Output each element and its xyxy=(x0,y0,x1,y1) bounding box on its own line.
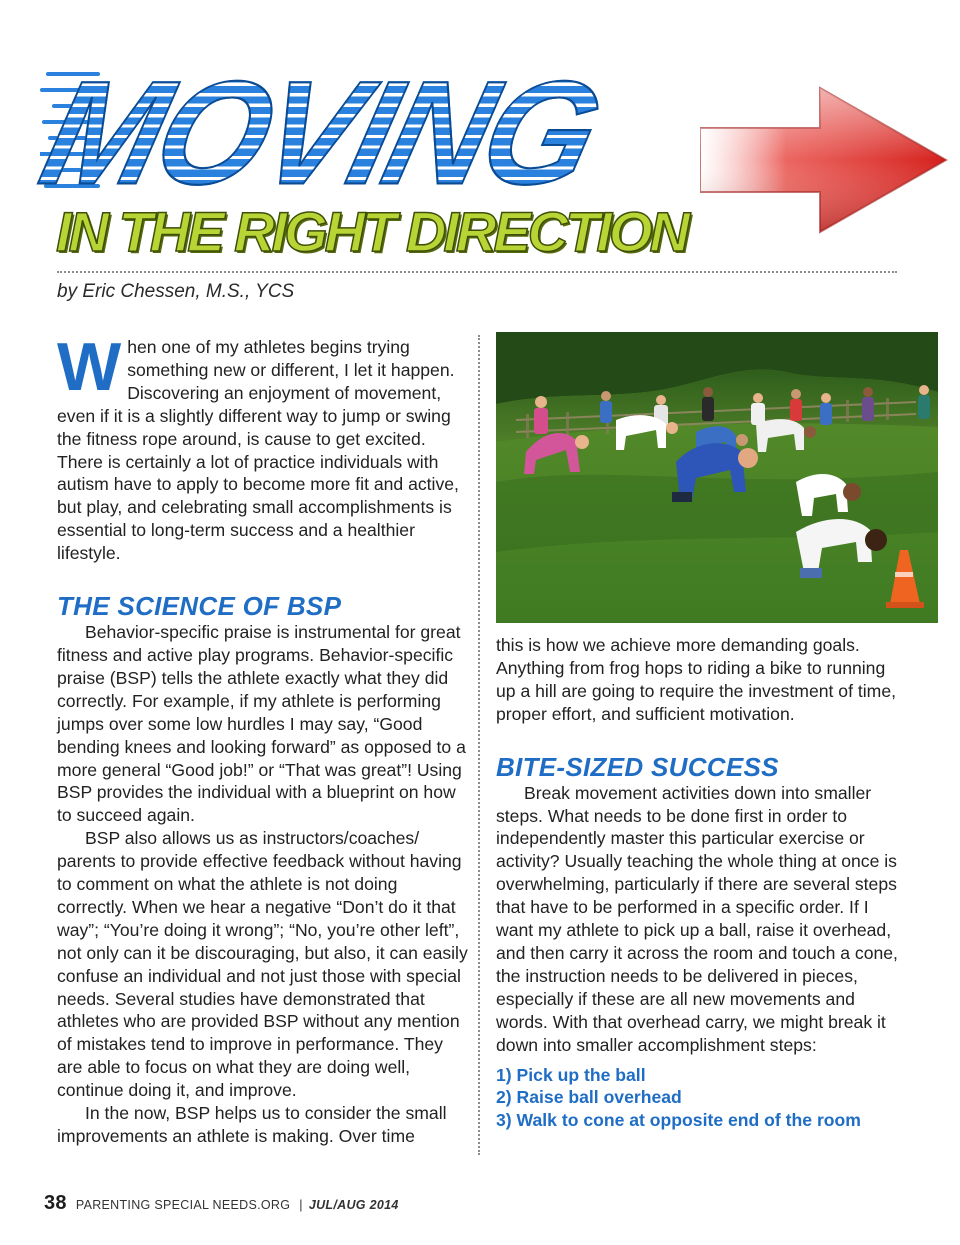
bsp-paragraph-3-continued: this is how we achieve more demanding goals. Anything from frog hops to riding a bike to running up a hill are going to require the investment of time, proper effort, and sufficient motivation. xyxy=(496,635,896,724)
list-item: 1) Pick up the ball xyxy=(496,1064,646,1085)
section-heading-science-of-bsp: THE SCIENCE OF BSP xyxy=(57,591,342,622)
article-subtitle: IN THE RIGHT DIRECTION xyxy=(56,200,687,263)
author-byline: by Eric Chessen, M.S., YCS xyxy=(57,281,295,302)
page-number: 38 xyxy=(44,1192,67,1214)
bsp-paragraph-3: In the now, BSP helps us to consider the small improvements an athlete is making. Over time xyxy=(57,1103,447,1146)
bite-sized-paragraph: Break movement activities down into smaller steps. What needs to be done first in order to independently master this particular exercise or activity? Usually teaching the whole thing at once is overwhelming, particularly if there are several steps that have to be performed in a specific order. If I want my athlete to pick up a ball, raise it overhead, and then carry it across the room and touch a cone, the instruction needs to be delivered in pieces, especially if these are all new movements and words. With that overhead carry, we might break it down into smaller accomplishment steps: xyxy=(496,782,898,1055)
issue-date: JUL/AUG 2014 xyxy=(308,1198,399,1212)
page-footer xyxy=(44,1192,399,1215)
intro-paragraph xyxy=(57,329,472,565)
article-photo xyxy=(496,332,938,623)
bsp-paragraph-1: Behavior-specific praise is instrumental for great fitness and active play programs. Behavior-specific praise (BSP) tells the athlete exactly what they did correctly. For example, if my athlete is performing jumps over some low hurdles I may say, “Good bending knees and looking forward” as opposed to a more general “Good job!” or “That was great”! Using BSP provides the individual with a blueprint on how to succeed again. xyxy=(57,622,466,826)
right-column xyxy=(496,634,906,1132)
red-arrow-icon xyxy=(700,80,950,240)
intro-text: hen one of my athletes begins trying something new or different, I let it happen. Discovering an enjoyment of movement, even if it is a slightly different way to jump or swing the fitness rope around, is cause to get excited. There is certainly a lot of practice individuals with autism have to apply to become more fit and active, but play, and celebrating small accomplishments is essential to long-term success and a healthier lifestyle. xyxy=(57,337,459,564)
list-item: 3) Walk to cone at opposite end of the room xyxy=(496,1110,861,1131)
article-title: MOVING xyxy=(28,54,787,212)
header-divider xyxy=(57,271,897,273)
left-column xyxy=(57,329,472,1148)
steps-list xyxy=(496,1064,906,1133)
bsp-paragraph-2: BSP also allows us as instructors/coaches/ parents to provide effective feedback without having to comment on what the athlete is not doing correctly. When we hear a negative “Don’t do it that way”; “You’re doing it wrong”; “No, you’re other left”, not only can it be discouraging, but also, it can easily confuse an individual and not just those with special needs. Several studies have demonstrated that athletes who are provided BSP without any mention of mistakes tend to improve in performance. They are able to focus on what they are doing well, continue doing it, and improve. xyxy=(57,828,468,1101)
photo-children-exercising-in-park xyxy=(496,332,938,623)
title-artwork xyxy=(0,0,960,270)
section-heading-bite-sized-success: BITE-SIZED SUCCESS xyxy=(496,751,779,782)
list-item: 2) Raise ball overhead xyxy=(496,1087,682,1108)
column-divider xyxy=(478,335,480,1155)
footer-separator: | xyxy=(299,1198,303,1212)
drop-cap: W xyxy=(57,329,122,405)
publication-name: PARENTING SPECIAL NEEDS.ORG xyxy=(75,1198,291,1212)
